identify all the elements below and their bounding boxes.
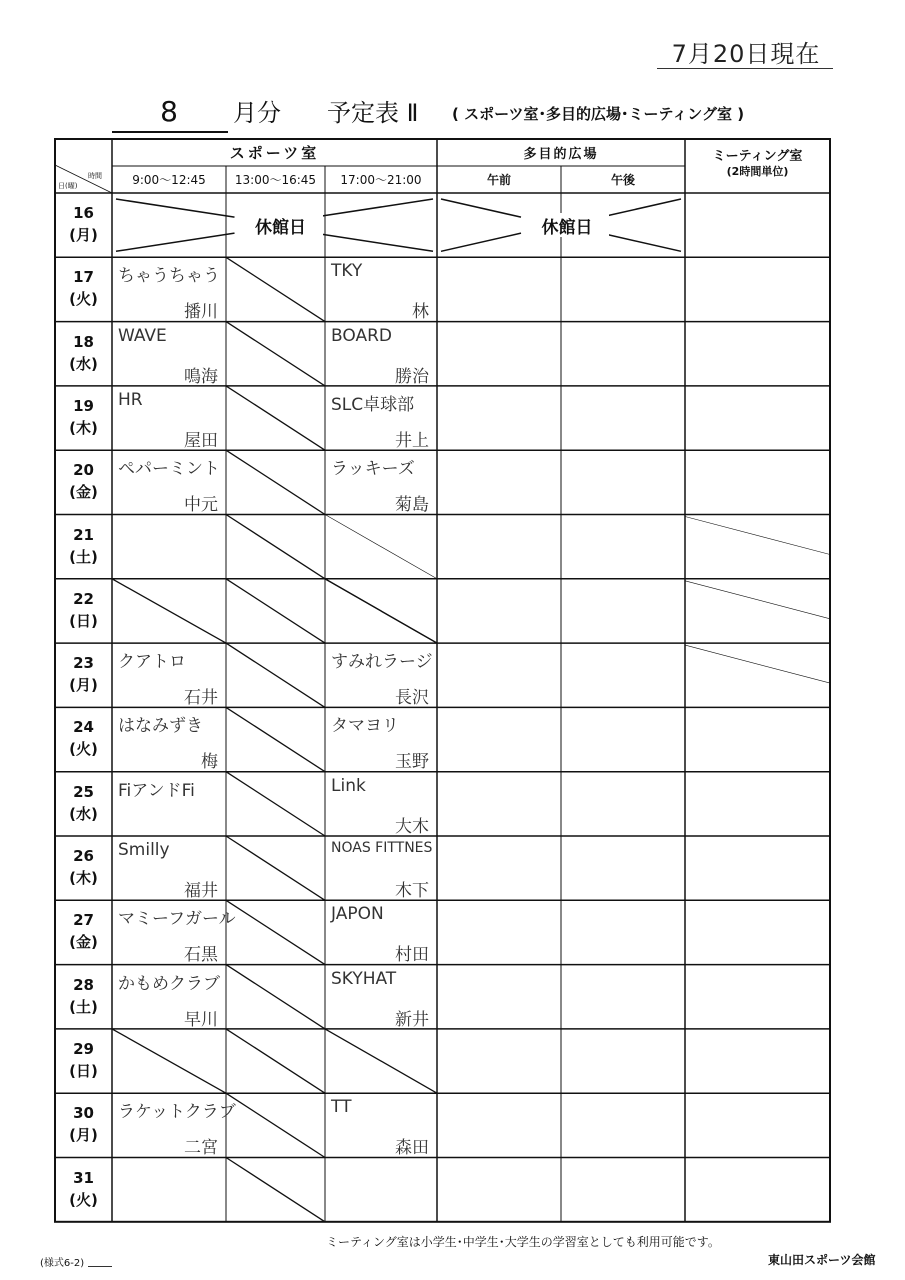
booking-group-am: かもめクラブ xyxy=(118,973,220,994)
day-date: 16 xyxy=(73,204,94,222)
day-weekday: (月) xyxy=(69,1126,98,1145)
day-date: 27 xyxy=(73,911,94,930)
booking-rep-am: 鳴海 xyxy=(184,366,218,387)
booking-group-eve: NOAS FITTNES xyxy=(331,840,433,856)
form-id: (様式6-2) xyxy=(40,1258,85,1269)
booking-group-eve: JAPON xyxy=(331,904,384,925)
booking-rep-eve: 木下 xyxy=(395,881,429,901)
booking-rep-am: 梅 xyxy=(201,752,218,773)
booking-rep-eve: 菊島 xyxy=(395,495,429,516)
booking-rep-am: 中元 xyxy=(184,495,218,516)
month-number: 8 xyxy=(160,95,178,128)
day-date: 17 xyxy=(73,268,94,287)
booking-rep-eve: 井上 xyxy=(395,430,429,451)
booking-group-am: Smilly xyxy=(118,840,170,860)
day-weekday: (木) xyxy=(69,418,98,437)
booking-group-am: マミーフガール xyxy=(118,909,236,930)
booking-group-am: FiアンドFi xyxy=(118,780,195,801)
header-sports-slot: 17:00～21:00 xyxy=(340,173,422,187)
day-weekday: (火) xyxy=(69,740,98,759)
booking-rep-am: 二宮 xyxy=(184,1138,218,1159)
booking-group-am: WAVE xyxy=(118,325,167,346)
booking-rep-eve: 新井 xyxy=(395,1009,429,1030)
booking-group-am: ラケットクラブ xyxy=(118,1102,236,1123)
day-date: 19 xyxy=(73,396,94,415)
booking-group-am: はなみずき xyxy=(118,716,203,737)
booking-group-eve: タマヨリ xyxy=(331,716,399,737)
booking-rep-am: 播川 xyxy=(184,302,218,323)
closed-label-plaza: 休館日 xyxy=(525,213,609,237)
day-weekday: (火) xyxy=(69,1190,98,1209)
day-date: 22 xyxy=(73,589,94,608)
day-date: 20 xyxy=(73,461,94,480)
header-sports-room: スポーツ室 xyxy=(229,144,320,162)
day-date: 30 xyxy=(73,1104,94,1123)
booking-rep-eve: 長沢 xyxy=(395,688,429,709)
page-subtitle: ( スポーツ室･多目的広場･ミーティング室 ) xyxy=(452,105,745,123)
header-sports-slot: 9:00～12:45 xyxy=(132,173,206,187)
booking-rep-eve: 勝治 xyxy=(395,366,429,387)
booking-group-eve: SKYHAT xyxy=(331,968,397,989)
booking-group-eve: BOARD xyxy=(331,325,392,346)
closed-label-sports: 休館日 xyxy=(239,213,323,237)
day-date: 23 xyxy=(73,654,94,673)
footer-note: ミーティング室は小学生･中学生･大学生の学習室としても利用可能です。 xyxy=(326,1235,720,1249)
header-meeting-room: ミーティング室 xyxy=(712,148,803,164)
day-weekday: (木) xyxy=(69,869,98,887)
day-date: 24 xyxy=(73,718,94,737)
as-of-date: 7月20日現在 xyxy=(671,40,821,68)
booking-rep-am: 石井 xyxy=(184,688,218,709)
booking-group-am: クアトロ xyxy=(118,652,186,673)
booking-group-am: ペパーミント xyxy=(118,459,220,480)
day-date: 18 xyxy=(73,332,94,351)
day-weekday: (火) xyxy=(69,290,98,309)
booking-group-eve: TKY xyxy=(331,261,363,282)
form-id-underline xyxy=(88,1266,112,1267)
day-date: 26 xyxy=(73,847,94,865)
day-date: 25 xyxy=(73,782,94,801)
month-suffix: 月分 xyxy=(233,99,281,127)
page-title: 予定表 Ⅱ xyxy=(327,99,419,127)
booking-group-eve: TT xyxy=(331,1097,352,1118)
header-plaza-slot: 午前 xyxy=(486,173,511,187)
booking-rep-eve: 林 xyxy=(412,302,429,323)
header-plaza-slot: 午後 xyxy=(610,173,635,187)
booking-rep-eve: 玉野 xyxy=(395,752,429,773)
day-weekday: (月) xyxy=(69,676,98,695)
booking-rep-eve: 大木 xyxy=(395,816,429,837)
day-weekday: (日) xyxy=(69,1061,98,1080)
day-weekday: (水) xyxy=(69,354,98,373)
header-sports-slot: 13:00～16:45 xyxy=(234,173,317,187)
day-weekday: (金) xyxy=(69,933,98,952)
day-date: 21 xyxy=(73,525,94,544)
header-meeting-unit: (2時間単位) xyxy=(726,165,789,178)
booking-rep-eve: 森田 xyxy=(395,1138,429,1159)
day-weekday: (水) xyxy=(69,804,98,823)
booking-rep-eve: 村田 xyxy=(395,945,429,966)
booking-group-eve: すみれラージ xyxy=(331,652,433,673)
booking-group-eve: ラッキーズ xyxy=(331,459,415,480)
booking-group-am: HR xyxy=(118,389,143,410)
venue-name: 東山田スポーツ会館 xyxy=(768,1253,876,1267)
day-weekday: (日) xyxy=(69,611,98,630)
corner-day-label: 日(曜) xyxy=(58,182,78,190)
day-weekday: (金) xyxy=(69,483,98,502)
header-plaza: 多目的広場 xyxy=(523,147,599,162)
booking-rep-am: 福井 xyxy=(184,881,218,901)
day-weekday: (土) xyxy=(69,997,98,1016)
day-date: 29 xyxy=(73,1039,94,1058)
booking-rep-am: 屋田 xyxy=(184,430,218,451)
corner-time-label: 時間 xyxy=(88,172,102,180)
day-date: 31 xyxy=(73,1168,94,1187)
booking-group-eve: Link xyxy=(331,775,366,796)
day-weekday: (月) xyxy=(69,226,98,244)
day-weekday: (土) xyxy=(69,547,98,566)
booking-rep-am: 早川 xyxy=(184,1009,218,1030)
booking-group-am: ちゃうちゃう xyxy=(118,266,220,287)
booking-rep-am: 石黒 xyxy=(184,945,218,966)
day-date: 28 xyxy=(73,975,94,994)
booking-group-eve: SLC卓球部 xyxy=(331,394,415,415)
